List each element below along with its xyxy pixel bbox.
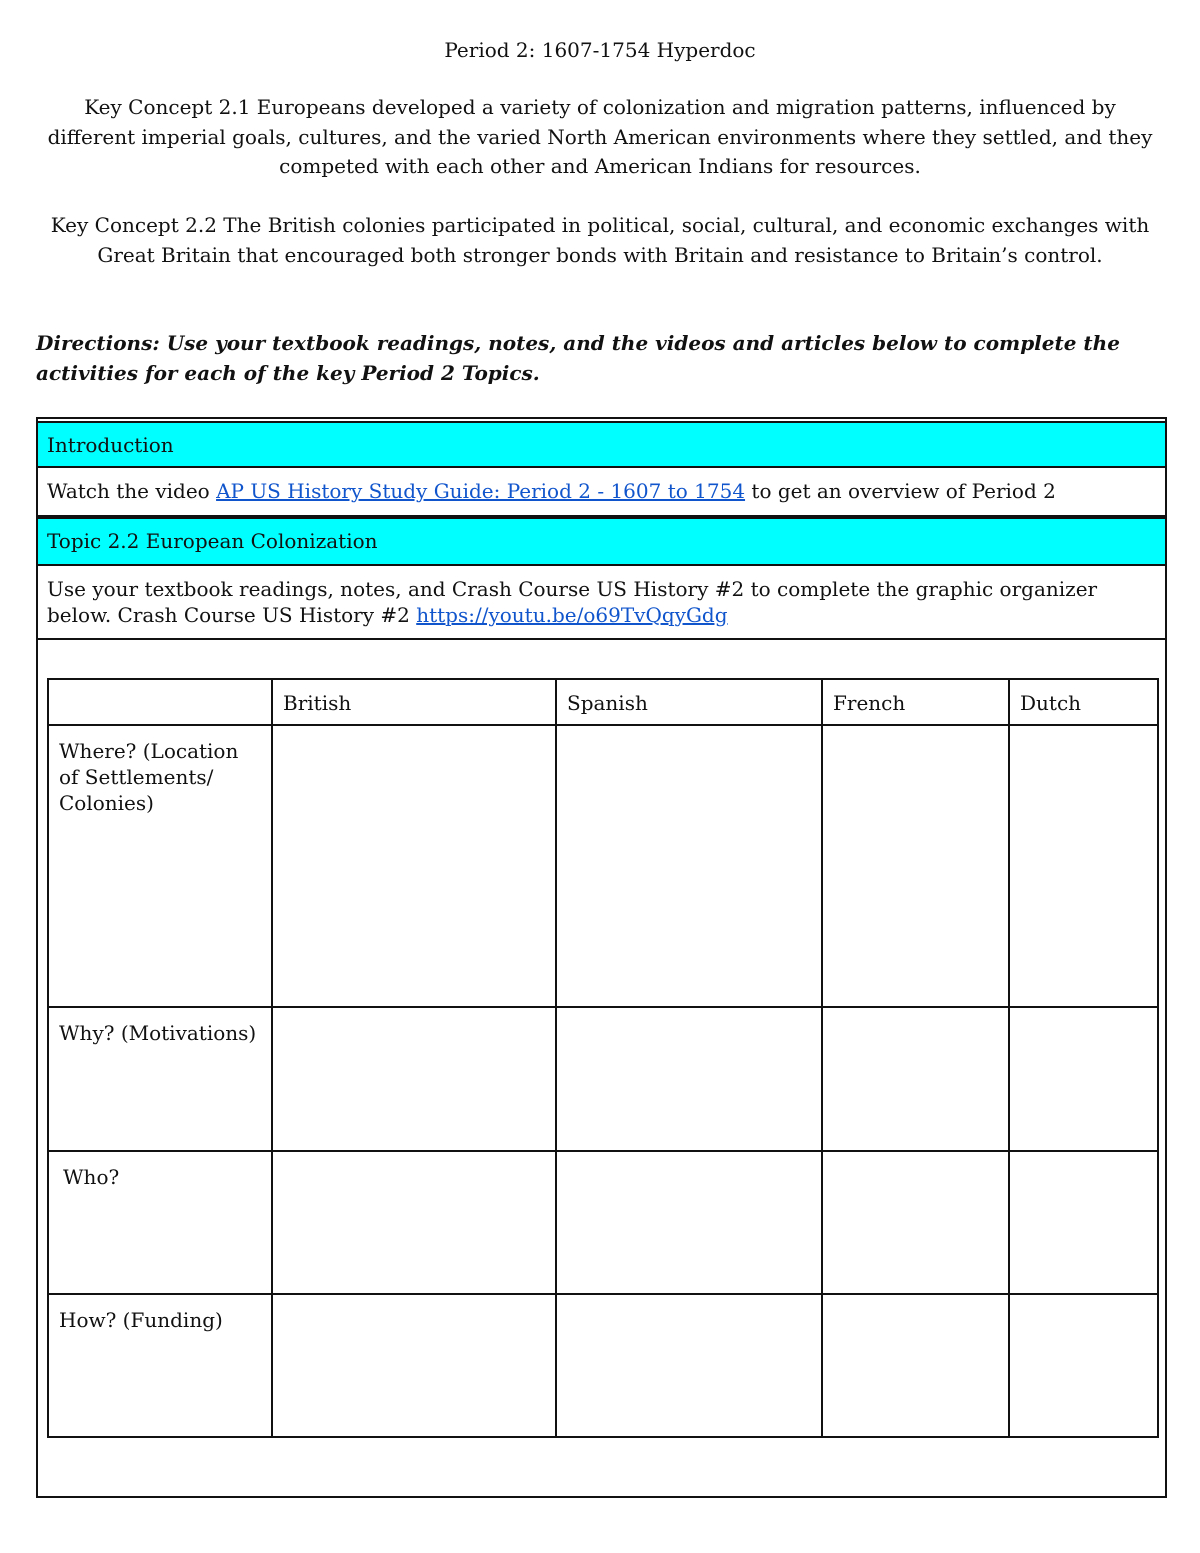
cell-who-british[interactable] [272,1151,556,1294]
intro-text-before: Watch the video [47,479,217,503]
cell-why-british[interactable] [272,1007,556,1151]
header-cell-british: British [272,679,556,725]
cell-who-spanish[interactable] [556,1151,822,1294]
cell-where-spanish[interactable] [556,725,822,1007]
cell-who-dutch[interactable] [1009,1151,1158,1294]
directions: Directions: Use your textbook readings, notes, and the videos and articles below to complete the activities for each of the key Period 2 Topics. [36,331,1120,385]
cell-who-french[interactable] [822,1151,1009,1294]
row-label-who [48,1151,272,1294]
organizer-row-who [48,1151,1158,1294]
cell-how-french[interactable] [822,1294,1009,1437]
organizer-row-how [48,1294,1158,1437]
cell-why-spanish[interactable] [556,1007,822,1151]
cell-why-dutch[interactable] [1009,1007,1158,1151]
intro-text-after: to get an overview of Period 2 [745,479,1056,503]
topic-2-2-heading: Topic 2.2 European Colonization [38,517,1165,566]
header-cell-dutch: Dutch [1009,679,1158,725]
cell-how-british[interactable] [272,1294,556,1437]
topic-instructions: Use your textbook readings, notes, and Crash Course US History #2 to complete the graphic organizer below. Crash Course US History #2 [47,577,1098,627]
header-cell-blank [48,679,272,725]
row-label-why: Why? (Motivations) [48,1007,272,1151]
cell-where-dutch[interactable] [1009,725,1158,1007]
organizer-row-why [48,1007,1158,1151]
header-cell-french: French [822,679,1009,725]
organizer-row-where [48,725,1158,1007]
row-label-who-text: Who? [63,1165,120,1189]
key-concept-2-2: Key Concept 2.2 The British colonies participated in political, social, cultural, and economic exchanges with Great Britain that encouraged both stronger bonds with Britain and resistance to Britain’s control. [50,213,1150,267]
key-concept-2-1: Key Concept 2.1 Europeans developed a variety of colonization and migration patterns, influenced by different imperial goals, cultures, and the varied North American environments where they settled, and they competed with each other and American Indians for resources. [47,95,1153,178]
topic-2-2-body [38,566,1165,640]
hyperdoc-table [36,417,1167,1498]
row-label-where: Where? (Location of Settlements/ Colonies) [48,725,272,1007]
header-cell-spanish: Spanish [556,679,822,725]
row-label-how: How? (Funding) [48,1294,272,1437]
organizer-header-row [48,679,1158,725]
crash-course-link[interactable]: https://youtu.be/o69TvQqyGdg [416,603,728,627]
page-title: Period 2: 1607-1754 Hyperdoc [444,38,756,62]
cell-why-french[interactable] [822,1007,1009,1151]
cell-how-spanish[interactable] [556,1294,822,1437]
graphic-organizer [47,678,1159,1438]
introduction-heading: Introduction [38,421,1165,468]
cell-where-french[interactable] [822,725,1009,1007]
cell-where-british[interactable] [272,725,556,1007]
cell-how-dutch[interactable] [1009,1294,1158,1437]
introduction-body [38,468,1165,517]
intro-video-link[interactable]: AP US History Study Guide: Period 2 - 1607 to 1754 [216,479,746,503]
